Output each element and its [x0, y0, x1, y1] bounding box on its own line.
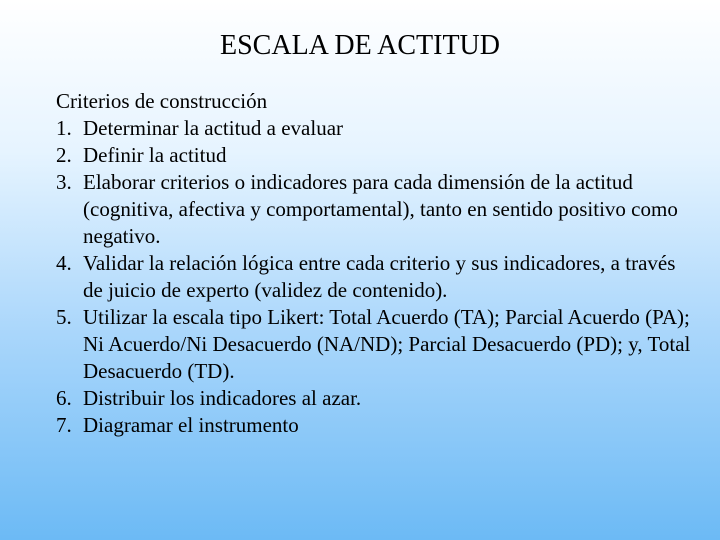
step-item — [56, 412, 696, 439]
step-item — [56, 385, 696, 412]
step-number: 4. — [56, 251, 72, 275]
step-number: 7. — [56, 413, 72, 437]
step-item — [56, 250, 696, 304]
step-text: Utilizar la escala tipo Likert: Total Acuerdo (TA); Parcial Acuerdo (PA); Ni Acuerdo/Ni Desacuerdo (NA/ND); Parcial Desacuerdo (PD); y, Total Desacuerdo (TD). — [83, 305, 691, 383]
intro-text: Criterios de construcción — [56, 89, 268, 113]
slide-content — [56, 88, 696, 439]
steps-list — [56, 115, 696, 439]
step-text: Determinar la actitud a evaluar — [83, 116, 344, 140]
step-item — [56, 142, 696, 169]
step-item — [56, 115, 696, 142]
step-number: 2. — [56, 143, 72, 167]
step-number: 3. — [56, 170, 72, 194]
step-text: Distribuir los indicadores al azar. — [83, 386, 362, 410]
step-item — [56, 304, 696, 385]
slide-title: ESCALA DE ACTITUD — [220, 30, 500, 61]
step-text: Diagramar el instrumento — [83, 413, 299, 437]
step-text: Elaborar criterios o indicadores para cada dimensión de la actitud (cognitiva, afectiva y comportamental), tanto en sentido positivo como negativo. — [83, 170, 678, 248]
step-text: Definir la actitud — [83, 143, 227, 167]
step-item — [56, 169, 696, 250]
step-number: 1. — [56, 116, 72, 140]
step-text: Validar la relación lógica entre cada criterio y sus indicadores, a través de juicio de experto (validez de contenido). — [83, 251, 676, 302]
step-number: 6. — [56, 386, 72, 410]
step-number: 5. — [56, 305, 72, 329]
